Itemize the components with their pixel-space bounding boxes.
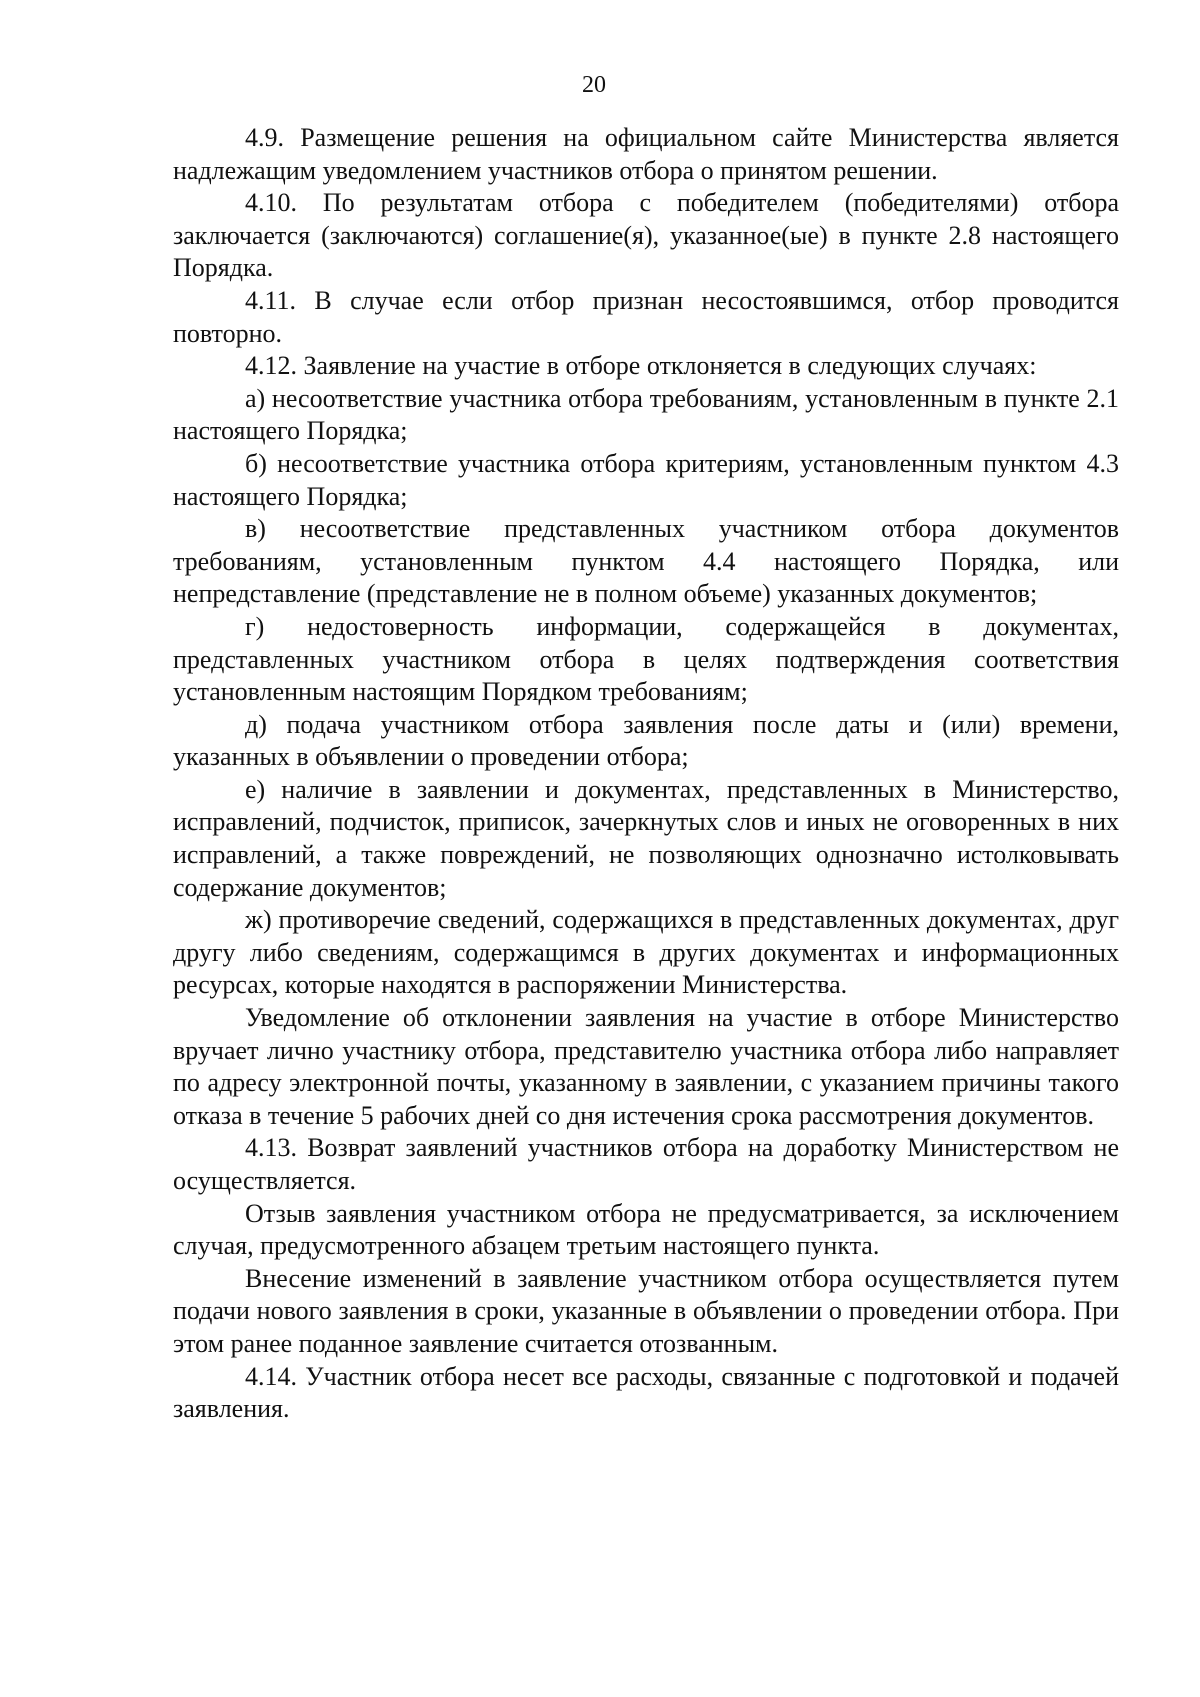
- paragraph-rejection-notice: Уведомление об отклонении заявления на участие в отборе Министерство вручает лично участнику отбора, представителю участника отбора либо направляет по адресу электронной почты, указанному в заявлении, с указанием причины такого отказа в течение 5 рабочих дней со дня истечения срока рассмотрения документов.: [173, 1003, 1119, 1130]
- paragraph-4-14: 4.14. Участник отбора несет все расходы, связанные с подготовкой и подачей заявления.: [173, 1361, 1119, 1424]
- paragraph-4-12-d: д) подача участником отбора заявления после даты и (или) времени, указанных в объявлении о проведении отбора;: [173, 709, 1119, 772]
- paragraph-4-10: 4.10. По результатам отбора с победителем (победителями) отбора заключается (заключаются) соглашение(я), указанное(ые) в пункте 2.8 настоящего Порядка.: [173, 188, 1119, 283]
- paragraph-4-12-e: е) наличие в заявлении и документах, представленных в Министерство, исправлений, подчисток, приписок, зачеркнутых слов и иных не оговоренных в них исправлений, а также повреждений, не позволяющих однозначно истолковывать содержание документов;: [173, 774, 1119, 902]
- paragraph-withdrawal: Отзыв заявления участником отбора не предусматривается, за исключением случая, предусмотренного абзацем третьим настоящего пункта.: [173, 1198, 1119, 1261]
- paragraph-4-13: 4.13. Возврат заявлений участников отбора на доработку Министерством не осуществляется.: [173, 1133, 1119, 1195]
- paragraph-4-12-v: в) несоответствие представленных участником отбора документов требованиям, установленным пунктом 4.4 настоящего Порядка, или непредставление (представление не в полном объеме) указанных документов;: [173, 514, 1119, 609]
- paragraph-4-9: 4.9. Размещение решения на официальном сайте Министерства является надлежащим уведомлением участников отбора о принятом решении.: [173, 123, 1119, 185]
- paragraph-4-12-zh: ж) противоречие сведений, содержащихся в представленных документах, друг другу либо сведениям, содержащимся в других документах и информационных ресурсах, которые находятся в распоряжении Министерства.: [173, 905, 1119, 1000]
- paragraph-4-12-g: г) недостоверность информации, содержащейся в документах, представленных участником отбора в целях подтверждения соответствия установленным настоящим Порядком требованиям;: [173, 611, 1119, 707]
- document-body: [173, 122, 1119, 1426]
- paragraph-4-11: 4.11. В случае если отбор признан несостоявшимся, отбор проводится повторно.: [173, 285, 1119, 348]
- page-number: 20: [582, 72, 606, 98]
- paragraph-4-12-b: б) несоответствие участника отбора критериям, установленным пунктом 4.3 настоящего Порядка;: [173, 448, 1119, 511]
- paragraph-4-12: 4.12. Заявление на участие в отборе отклоняется в следующих случаях:: [245, 351, 1037, 381]
- paragraph-changes: Внесение изменений в заявление участником отбора осуществляется путем подачи нового заявления в сроки, указанные в объявлении о проведении отбора. При этом ранее поданное заявление считается отозванным.: [173, 1263, 1119, 1358]
- paragraph-4-12-a: а) несоответствие участника отбора требованиям, установленным в пункте 2.1 настоящего Порядка;: [173, 383, 1119, 446]
